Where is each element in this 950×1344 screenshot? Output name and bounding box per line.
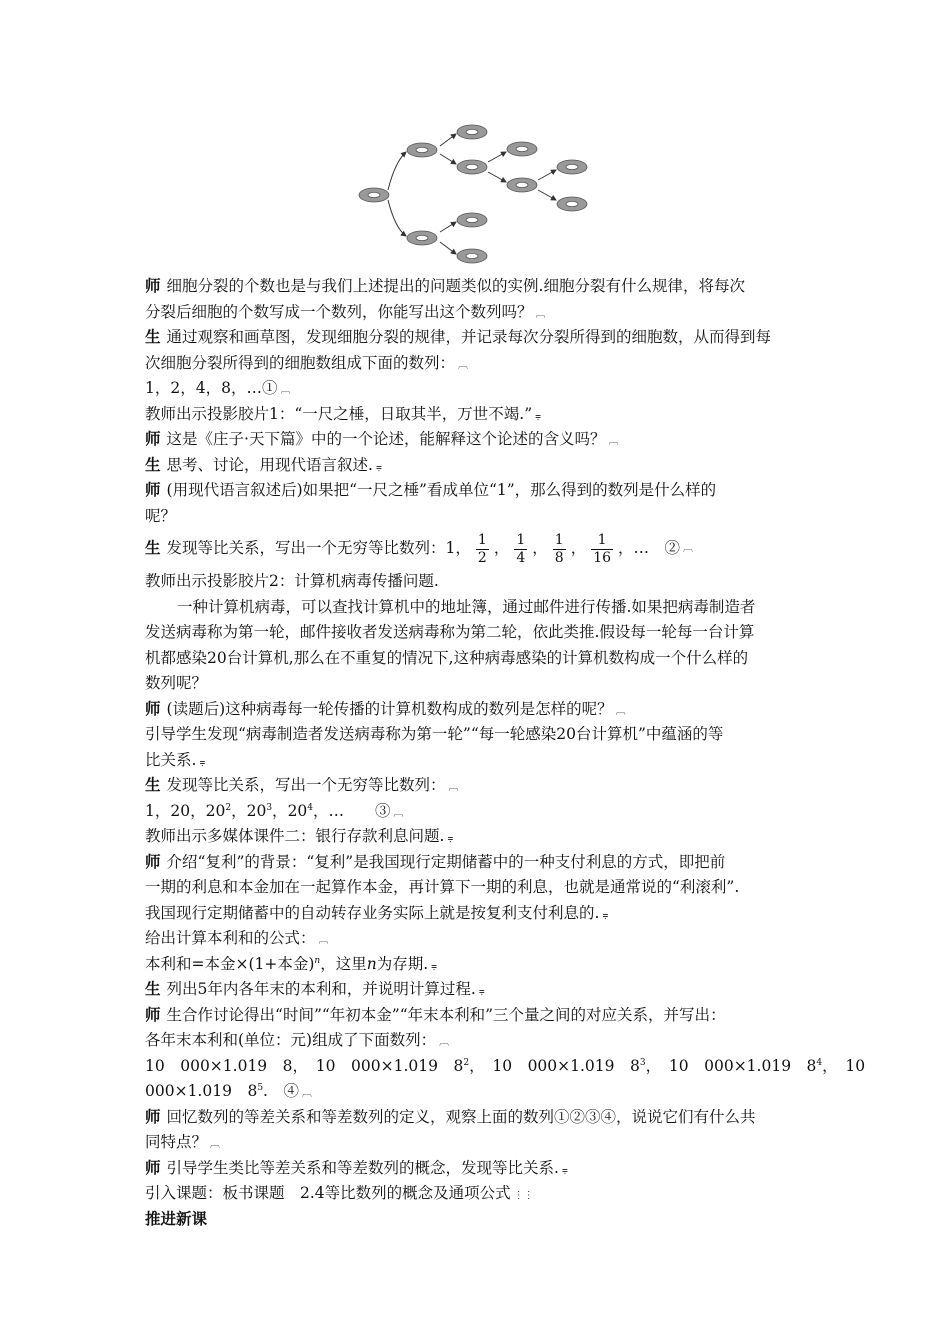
arrow: [488, 172, 506, 182]
text-line: [145, 300, 810, 326]
formula-line: 本利和=本金×(1+本金)$^n$，这里n为存期. ⩦: [145, 954, 437, 973]
arrow: [440, 134, 456, 146]
cell-icon: [507, 178, 537, 192]
text-line: [145, 569, 810, 595]
arrow: [440, 222, 456, 232]
edit-mark: ︹: [439, 1037, 450, 1048]
cell-icon: [457, 160, 487, 174]
text-line: [145, 1130, 810, 1156]
speaker-label: 生: [145, 539, 161, 558]
speaker-label: 师: [145, 481, 161, 499]
cell-icon: [557, 160, 587, 174]
cell-icon: [457, 213, 487, 227]
line-text: ，… ②: [618, 539, 681, 558]
speaker-label: 师: [145, 430, 161, 448]
text-line: [145, 824, 810, 850]
text-line: [145, 376, 810, 402]
speaker-label: 师: [145, 852, 161, 871]
arrow: [538, 190, 556, 200]
line-text: 教师出示多媒体课件二：银行存款利息问题.: [145, 827, 445, 845]
text-line: [145, 773, 810, 799]
line-text: 介绍“复利”的背景：“复利”是我国现行定期储蓄中的一种支付利息的方式，即把前: [166, 852, 726, 871]
speaker-label: 师: [145, 277, 161, 295]
arrow: [388, 200, 406, 236]
lesson-text: [145, 274, 866, 1232]
arrow: [388, 152, 406, 190]
line-text: 引导学生发现“病毒制造者发送病毒称为第一轮”“每一轮感染20台计算机”中蕴涵的等: [145, 725, 724, 743]
fraction: $\frac{1}{2}$: [477, 531, 487, 566]
line-text: 生合作讨论得出“时间”“年初本金”“年末本利和”三个量之间的对应关系，并写出：: [166, 1005, 726, 1024]
text-line: [145, 1156, 810, 1182]
edit-mark: ︹: [458, 359, 469, 371]
edit-mark: ︹: [608, 436, 619, 447]
speaker-label: 生: [145, 455, 161, 474]
line-text: 这是《庄子·天下篇》中的一个论述，能解释这个论述的含义吗？: [166, 430, 606, 448]
text-line: [145, 620, 810, 646]
section-heading: [145, 1207, 810, 1233]
fraction: $\frac{1}{8}$: [554, 531, 564, 566]
line-text: 我国现行定期储蓄中的自动转存业务实际上就是按复利支付利息的.: [145, 903, 600, 922]
line-text: 回忆数列的等差关系和等差数列的定义，观察上面的数列①②③④，说说它们有什么共: [166, 1107, 756, 1126]
speaker-label: 生: [145, 980, 161, 998]
fraction: $\frac{1}{4}$: [516, 531, 526, 566]
speaker-label: 生: [145, 328, 161, 346]
sequence-3-line: 1，20，$20^2$，$20^3$，$20^4$，… ③ ︹: [145, 801, 404, 820]
text-line: [145, 325, 810, 351]
line-text: 发现等比关系，写出一个无穷等比数列：: [166, 776, 446, 794]
text-line: [145, 926, 810, 952]
arrow: [488, 152, 506, 162]
text-line: [145, 646, 810, 672]
line-text: (读题后)这种病毒每一轮传播的计算机数构成的数列是怎样的呢？: [166, 699, 613, 718]
line-text: 给出计算本利和的公式：: [145, 929, 316, 947]
edit-mark: ︹: [280, 385, 291, 396]
arrow: [440, 154, 456, 164]
line-text: 同特点？: [145, 1133, 208, 1151]
edit-mark: ⩦: [478, 986, 485, 997]
fraction: $\frac{1}{16}$: [593, 531, 612, 566]
line-text: 列出5年内各年末的本利和，并说明计算过程.: [166, 980, 476, 998]
line-text: 发现等比关系，写出一个无穷等比数列：1，: [166, 539, 471, 558]
edit-mark: ︹: [683, 543, 694, 555]
edit-mark: ︹: [210, 1139, 221, 1150]
edit-mark: ︹: [318, 935, 329, 946]
text-line: [145, 697, 810, 723]
sequence-4-line: 000×1.019 $8^5$. ④ ︹: [145, 1082, 312, 1100]
arrow: [538, 170, 556, 180]
cell-icon: [557, 197, 587, 211]
text-line: [145, 478, 810, 504]
cell-division-diagram: [350, 120, 600, 270]
line-text: 通过观察和画草图，发现细胞分裂的规律，并记录每次分裂所得到的细胞数，从而得到每: [166, 328, 772, 346]
line-text: 次细胞分裂所得到的细胞数组成下面的数列：: [145, 353, 456, 372]
text-line: [145, 875, 810, 901]
text-line: [145, 351, 810, 377]
line-text: 比关系.: [145, 750, 197, 769]
line-text: 机都感染20台计算机,那么在不重复的情况下,这种病毒感染的计算机数构成一个什么样的: [145, 648, 749, 667]
text-line: [145, 595, 810, 621]
line-text: 引入课题：板书课题 2.4等比数列的概念及通项公式: [145, 1184, 511, 1202]
text-line: [145, 977, 810, 1003]
text-line: [145, 1181, 810, 1207]
speaker-label: 师: [145, 699, 161, 718]
text-line: [145, 748, 810, 774]
edit-mark: ︹: [448, 782, 459, 793]
text-line: [145, 453, 810, 479]
line-text: 教师出示投影胶片2：计算机病毒传播问题.: [145, 572, 439, 590]
heading-text: 推进新课: [145, 1209, 208, 1228]
sequence-2-line: 生 发现等比关系，写出一个无穷等比数列：1， $\frac{1}{2}$ ， $\frac{1}{4}$ ， $\frac{1}{8}$ ， $\frac{1}{16}$ ，… ② ︹: [145, 531, 694, 566]
line-text: 一种计算机病毒，可以查找计算机中的地址簿，通过邮件进行传播.如果把病毒制造者: [177, 597, 756, 616]
edit-mark: ⩦: [431, 960, 437, 972]
edit-mark: ⩦: [535, 410, 541, 422]
cell-icon: [507, 142, 537, 156]
line-text: 一期的利息和本金加在一起算作本金，再计算下一期的利息，也就是通常说的“利滚利”.: [145, 878, 740, 896]
line-text: 各年末本利和(单位：元)组成了下面数列：: [145, 1031, 437, 1049]
edit-mark: ⩦: [199, 756, 206, 768]
edit-mark: ⩦: [561, 1164, 568, 1176]
edit-mark: ︹: [301, 1088, 312, 1099]
line-text: 数列呢？: [145, 674, 208, 692]
speaker-label: 生: [145, 776, 161, 794]
line-text: 呢？: [145, 506, 177, 525]
cell-icon: [457, 125, 487, 139]
text-line: [145, 504, 810, 530]
line-text: (用现代语言叙述后)如果把“一尺之棰”看成单位“1”，那么得到的数列是什么样的: [166, 481, 717, 499]
text-line: [145, 671, 810, 697]
sequence-4-line: 10 000×1.019 8， 10 000×1.019 $8^2$， 10 000×1.019 $8^3$， 10 000×1.019 $8^4$， 10: [145, 1056, 866, 1075]
cell-icon: [407, 143, 437, 157]
sequence-1: 1，2，4，8，…①: [145, 379, 278, 397]
edit-mark: ︹: [615, 705, 626, 717]
text-line: [145, 1028, 810, 1054]
cell-icon: [457, 249, 487, 263]
text-line: [145, 274, 810, 300]
text-line: [145, 427, 810, 453]
text-line: [145, 1003, 810, 1029]
line-text: 思考、讨论，用现代语言叙述.: [166, 455, 373, 474]
text-line: [145, 850, 810, 876]
edit-mark: ︹: [393, 807, 404, 819]
edit-mark: ⩦: [447, 833, 454, 844]
cell-icon: [407, 231, 437, 245]
speaker-label: 师: [145, 1005, 161, 1024]
text-line: [145, 1105, 810, 1131]
edit-mark: ⋮⋮: [513, 1190, 534, 1201]
text-line: [145, 901, 810, 927]
edit-mark: ⩦: [602, 909, 609, 921]
text-line: [145, 722, 810, 748]
line-text: 分裂后细胞的个数写成一个数列，你能写出这个数列吗？: [145, 302, 533, 321]
arrow: [440, 242, 456, 254]
speaker-label: 师: [145, 1107, 161, 1126]
line-text: 细胞分裂的个数也是与我们上述提出的问题类似的实例.细胞分裂有什么规律，将每次: [166, 277, 745, 295]
line-text: 教师出示投影胶片1：“一尺之棰，日取其半，万世不竭.”: [145, 404, 533, 423]
text-line: [145, 402, 810, 428]
edit-mark: ⩦: [375, 461, 382, 473]
speaker-label: 师: [145, 1158, 161, 1177]
line-text: 发送病毒称为第一轮，邮件接收者发送病毒称为第二轮，依此类推.假设每一轮每一台计算: [145, 623, 755, 641]
edit-mark: ︹: [535, 308, 546, 320]
line-text: 引导学生类比等差关系和等差数列的概念，发现等比关系.: [166, 1158, 559, 1177]
cell-icon: [359, 188, 389, 202]
